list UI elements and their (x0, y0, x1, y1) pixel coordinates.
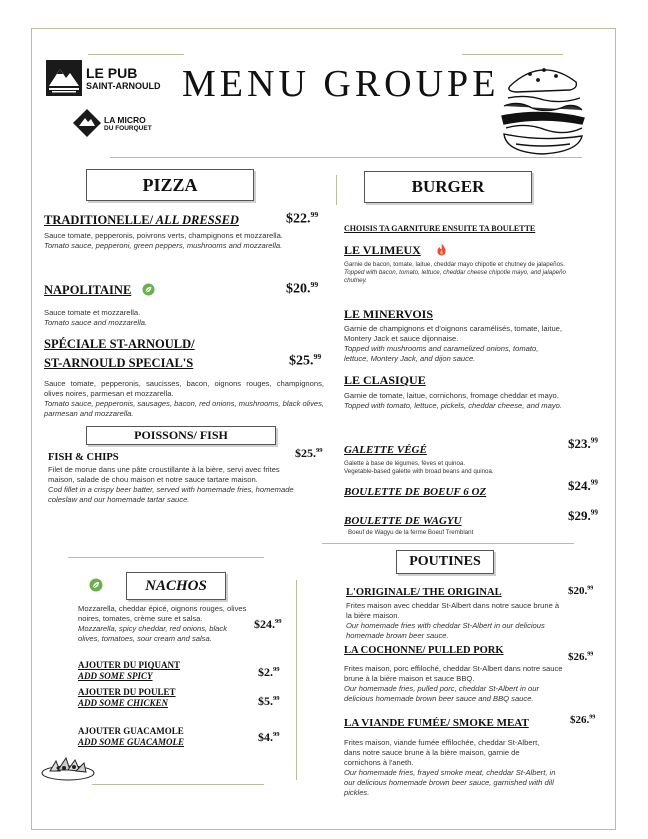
patty-wagyu-title: BOULETTE DE WAGYU (344, 515, 462, 527)
burger-minervois-title: LE MINERVOIS (344, 307, 434, 321)
burger-clasique-desc: Garnie de tomate, laitue, cornichons, fromage cheddar et mayo. Topped with tomato, lettuce, pickels, cheddar cheese, and mayo. (344, 391, 562, 410)
fish-chips-title: FISH & CHIPS (48, 452, 119, 463)
addon-chicken-en: ADD SOME CHICKEN (78, 698, 169, 708)
section-nachos-heading: NACHOS (126, 572, 226, 600)
mountain-logo-icon (46, 60, 82, 96)
diamond-logo-icon (72, 108, 102, 138)
burger-heading-rule (336, 175, 337, 205)
poutine-viande-fumee-desc: Frites maison, viande fumée effilochée, cheddar St-Albert, dans notre sauce brune à la bière maison, garnie de cornichons à l'aneth. Our homemade fries, frayed smoke meat, cheddar St-Albert, in our delicious homemade brown beer sauce, garnished with dill pickles. (344, 738, 556, 797)
patty-vege-desc: Galette à base de légumes, fèves et quinoa. Vegetable-based galette with broad beans and quinoa. (344, 460, 494, 475)
addon-spicy-en: ADD SOME SPICY (78, 671, 153, 681)
pizza-napolitaine-desc: Sauce tomate et mozzarella. Tomato sauce and mozzarella. (44, 308, 148, 327)
addon-guacamole-en: ADD SOME GUACAMOLE (78, 737, 185, 747)
burger-clasique-title: LE CLASIQUE (344, 373, 426, 387)
burger-note: CHOISIS TA GARNITURE ENSUITE TA BOULETTE (344, 224, 536, 233)
patty-wagyu-price: $29.99 (568, 508, 598, 523)
pizza-traditionelle-price: $22.99 (286, 210, 319, 227)
patty-vege-title: GALETTE VÉGÉ (344, 444, 427, 456)
pizza-speciale-title-line1: SPÉCIALE ST-ARNOULD/ (44, 337, 195, 351)
poutine-cochonne-desc: Frites maison, porc effiloché, cheddar St-Albert dans notre sauce brune à la bière maison et sauce BBQ. Our homemade fries, pulled porc, cheddar St-Albert in our delicious homemade brown beer sauce and BBQ sauce. (344, 664, 563, 703)
burger-illustration (496, 58, 588, 158)
section-poutines-heading: POUTINES (396, 550, 494, 574)
patty-boeuf-price: $24.99 (568, 478, 598, 493)
nachos-rule-bottom (92, 784, 264, 785)
logo-le-pub (46, 60, 82, 96)
addon-spicy-fr: AJOUTER DU PIQUANT (78, 660, 181, 670)
nachos-rule-top (68, 557, 264, 558)
poutine-viande-fumee-price: $26.99 (570, 714, 596, 726)
pizza-speciale-title-line2: ST-ARNOULD SPECIAL'S (44, 356, 194, 370)
fish-chips-price: $25.99 (295, 446, 323, 460)
nachos-price: $24.99 (254, 617, 282, 631)
fish-chips-desc: Filet de morue dans une pâte croustillante à la bière, servi avec frites maison, salade de chou maison et notre sauce tartare maison. Cod fillet in a crispy beer batter, served with homemade fries, homemade coleslaw and our homemade tartar sauce. (48, 465, 294, 504)
poutine-originale-desc: Frites maison avec cheddar St-Albert dans notre sauce brune à la bière maison. Our homemade fries with cheddar St-Albert in our delicious homemade brown beer sauce. (346, 601, 560, 640)
poutine-originale-title: L'ORIGINALE/ THE ORIGINAL (346, 587, 502, 598)
addon-guacamole-fr: AJOUTER GUACAMOLE (78, 726, 184, 736)
flame-icon (436, 243, 447, 256)
poutines-rule-top (322, 543, 574, 544)
section-pizza-heading: PIZZA (86, 169, 254, 201)
poutine-cochonne-title: LA COCHONNE/ PULLED PORK (344, 645, 504, 656)
logo2-line1: LA MICRO (104, 115, 146, 125)
addon-chicken-price: $5.99 (258, 694, 280, 708)
pizza-speciale-price: $25.99 (289, 352, 322, 369)
header-rule-right (462, 54, 563, 55)
poutine-originale-price: $20.99 (568, 585, 594, 597)
poutine-viande-fumee-title: LA VIANDE FUMÉE/ SMOKE MEAT (344, 717, 529, 729)
pizza-traditionelle-desc: Sauce tomate, pepperonis, poivrons verts, champignons et mozzarella. Tomato sauce, pepperoni, green peppers, mushrooms and mozzarella. (44, 231, 283, 250)
patty-boeuf-title: BOULETTE DE BOEUF 6 OZ (344, 486, 487, 498)
logo-line2: SAINT-ARNOULD (86, 81, 161, 91)
leaf-icon (142, 283, 155, 296)
page-title: MENU GROUPE (182, 63, 500, 105)
header-rule-left (88, 54, 184, 55)
column-divider (296, 580, 297, 780)
logo-la-micro (72, 108, 102, 138)
pizza-napolitaine-title: NAPOLITAINE (44, 283, 132, 297)
burger-minervois-desc: Garnie de champignons et d'oignons caramélisés, tomate, laitue, Montery Jack et sauce dijonnaise. Topped with mushrooms and caramelized onions, tomato, lettuce, Montery Jack, and dijon sauce. (344, 324, 562, 363)
patty-wagyu-desc: Boeuf de Wagyu de la ferme Boeuf Tremblant (348, 529, 474, 536)
addon-spicy-price: $2.99 (258, 665, 280, 679)
poutine-cochonne-price: $26.99 (568, 651, 594, 663)
burger-vlimeux-desc: Garnie de bacon, tomate, laitue, cheddar mayo chipotle et chutney de jalapeños. Topped with bacon, tomato, lettuce, cheddar cheese chipotle mayo, and jalapeño chutney. (344, 261, 566, 284)
leaf-icon (89, 578, 103, 592)
section-burger-heading: BURGER (364, 171, 532, 203)
pizza-napolitaine-price: $20.99 (286, 280, 319, 297)
nachos-plate-illustration (40, 755, 96, 781)
addon-chicken-fr: AJOUTER DU POULET (78, 687, 176, 697)
patty-vege-price: $23.99 (568, 436, 598, 451)
addon-guacamole-price: $4.99 (258, 730, 280, 744)
pizza-speciale-desc: Sauce tomate, pepperonis, saucisses, bacon, oignons rouges, champignons, olives noires, parmesan et mozzarella. Tomato sauce, pepperonis, sausages, bacon, red onions, mushrooms, black olives, parmesan and mozzarella. (44, 379, 325, 418)
logo-line1: LE PUB (86, 65, 138, 81)
burger-vlimeux-title: LE VLIMEUX (344, 243, 421, 257)
section-fish-heading: POISSONS/ FISH (86, 426, 276, 445)
pizza-traditionelle-title: TRADITIONELLE/ ALL DRESSED (44, 213, 239, 227)
logo2-line2: DU FOURQUET (104, 125, 152, 132)
nachos-desc: Mozzarella, cheddar épicé, oignons rouges, olives noires, tomates, crème sure et salsa. Mozzarella, spicy cheddar, red onions, black olives, tomatoes, sour cream and salsa. (78, 604, 247, 643)
